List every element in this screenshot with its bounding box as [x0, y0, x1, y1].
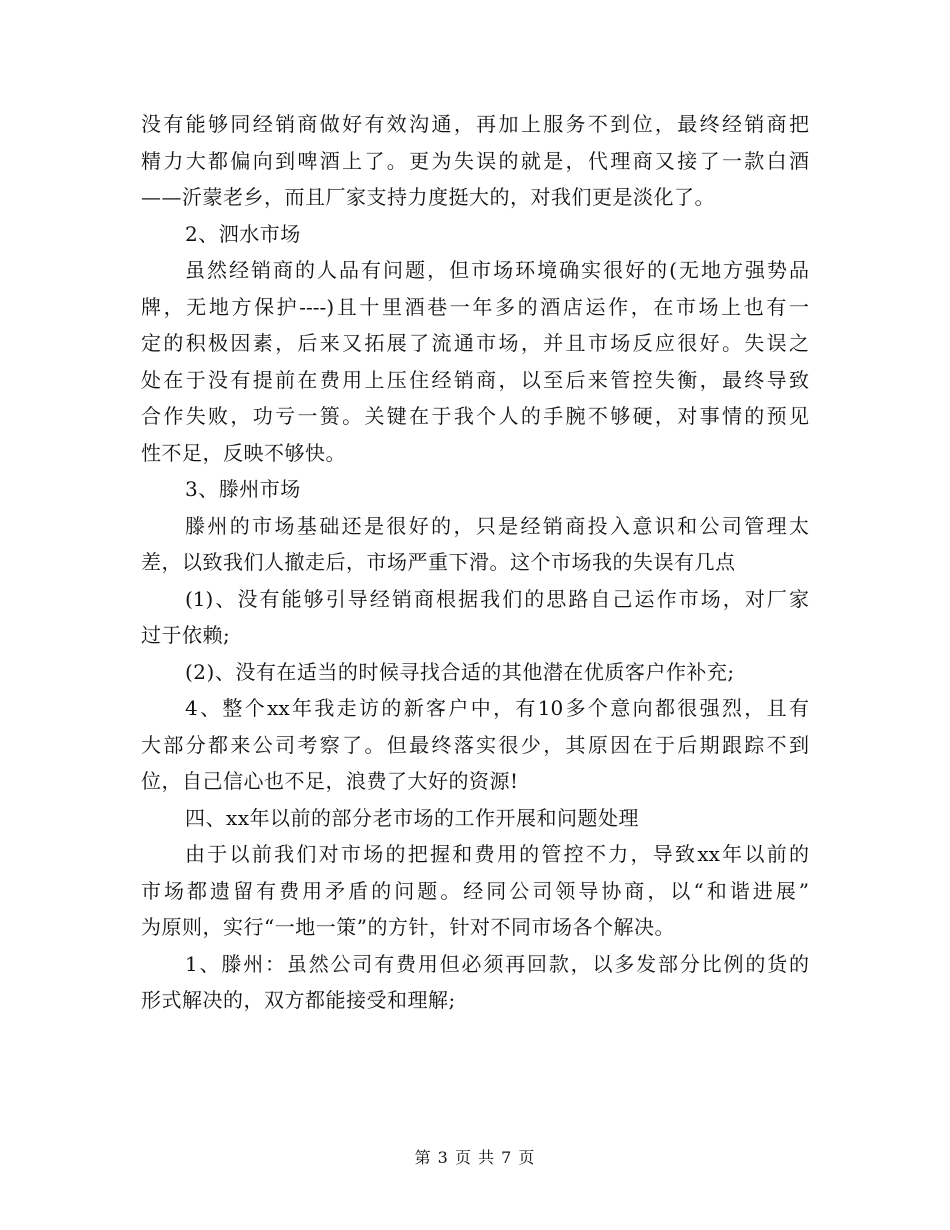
section-heading: 四、xx年以前的部分老市场的工作开展和问题处理 — [185, 805, 640, 830]
text-line: 形式解决的，双方都能接受和理解; — [141, 988, 456, 1012]
section-heading: 2、泗水市场 — [185, 221, 301, 246]
text-line: 虽然经销商的人品有问题，但市场环境确实很好的(无地方强势品 — [185, 258, 809, 282]
text-line: 性不足，反映不够快。 — [141, 440, 346, 465]
text-line: 过于依赖; — [141, 623, 231, 647]
text-line: 大部分都来公司考察了。但最终落实很少，其原因在于后期跟踪不到 — [141, 732, 809, 757]
text-line: 定的积极因素，后来又拓展了流通市场，并且市场反应很好。失误之 — [141, 331, 809, 355]
section-heading: 3、滕州市场 — [185, 477, 301, 501]
text-line: 差，以致我们人撤走后，市场严重下滑。这个市场我的失误有几点 — [141, 550, 736, 574]
text-line: 位，自己信心也不足，浪费了大好的资源! — [141, 769, 519, 793]
text-line: 处在于没有提前在费用上压住经销商，以至后来管控失衡，最终导致 — [141, 367, 809, 392]
text-line: 牌，无地方保护----)且十里酒巷一年多的酒店运作，在市场上也有一 — [141, 294, 809, 319]
text-line: 精力大都偏向到啤酒上了。更为失误的就是，代理商又接了一款白酒 — [141, 148, 809, 173]
text-line: 市场都遗留有费用矛盾的问题。经同公司领导协商，以“和谐进展” — [141, 878, 809, 903]
text-line: (2)、没有在适当的时候寻找合适的其他潜在优质客户作补充; — [185, 659, 735, 684]
text-line: 合作失败，功亏一篑。关键在于我个人的手腕不够硬，对事情的预见 — [141, 404, 809, 428]
text-line: ——沂蒙老乡，而且厂家支持力度挺大的，对我们更是淡化了。 — [141, 185, 715, 209]
text-line: 4、整个xx年我走访的新客户中，有10多个意向都很强烈，且有 — [185, 696, 809, 720]
body-text — [141, 106, 809, 1019]
text-line: 滕州的市场基础还是很好的，只是经销商投入意识和公司管理太 — [185, 513, 809, 538]
text-line: 由于以前我们对市场的把握和费用的管控不力，导致xx年以前的 — [185, 842, 809, 866]
text-line: 没有能够同经销商做好有效沟通，再加上服务不到位，最终经销商把 — [141, 112, 809, 136]
text-line: 1、滕州：虽然公司有费用但必须再回款，以多发部分比例的货的 — [185, 951, 809, 976]
text-line: 为原则，实行“一地一策”的方针，针对不同市场各个解决。 — [141, 915, 675, 939]
page-number: 第 3 页 共 7 页 — [414, 1148, 536, 1167]
text-line: (1)、没有能够引导经销商根据我们的思路自己运作市场，对厂家 — [185, 586, 809, 611]
